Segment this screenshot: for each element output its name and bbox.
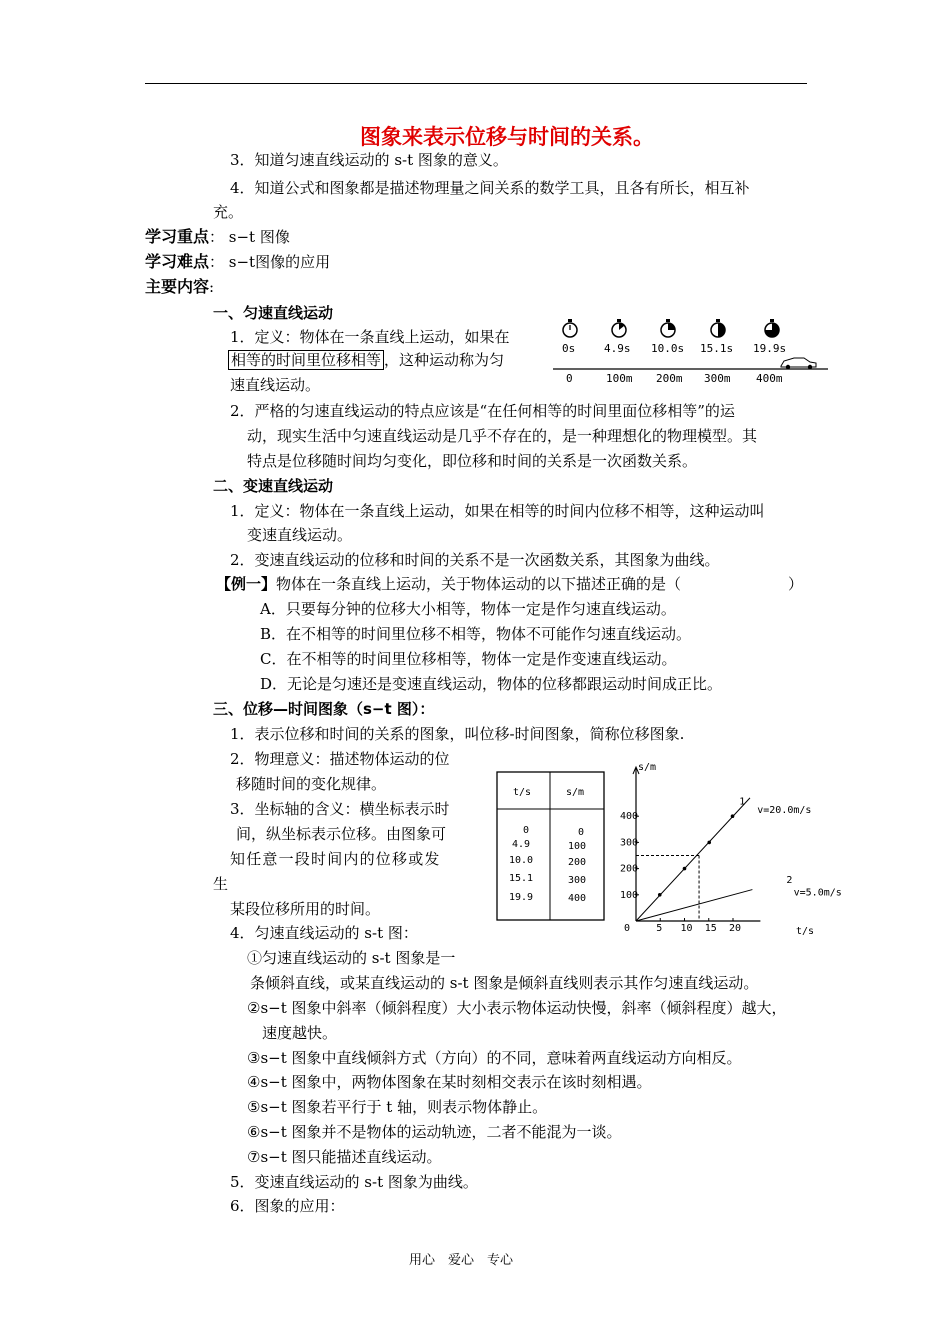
section3-p5: 5．变速直线运动的 s-t 图象为曲线。 xyxy=(230,1173,478,1191)
main-content-colon: : xyxy=(209,278,215,296)
section2-p1-line1: 1．定义：物体在一条直线上运动，如果在相等的时间内位移不相等，这种运动叫 xyxy=(230,502,765,520)
series-line-2 xyxy=(636,890,752,921)
section3-p2-line1: 2．物理意义：描述物体运动的位 xyxy=(230,750,450,768)
data-table xyxy=(496,771,606,922)
section1-p2-line2: 动，现实生活中匀速直线运动是几乎不存在的，是一种理想化的物理模型。其 xyxy=(247,427,758,445)
section3-p3-line1: 3．坐标轴的含义：横坐标表示时 xyxy=(230,800,450,818)
section1-def-line2-rest: ，这种运动称为匀 xyxy=(384,351,505,369)
st-chart xyxy=(620,758,850,938)
goal-4-line1: 4．知道公式和图象都是描述物理量之间关系的数学工具，且各有所长，相互补 xyxy=(230,179,750,197)
table-header-t: t/s xyxy=(513,787,532,798)
example-stem xyxy=(216,575,681,593)
section3-item-1a: ①匀速直线运动的 s-t 图象是一 xyxy=(247,949,456,967)
series-1-annotation: v=20.0m/s xyxy=(757,805,812,817)
key-point-text: ： s−t 图像 xyxy=(209,228,290,246)
example-label: 【例一】 xyxy=(216,575,277,593)
section3-item-3: ③s−t 图象中直线倾斜方式（方向）的不同，意味着两直线运动方向相反。 xyxy=(247,1049,742,1067)
section3-heading: 三、位移—时间图象（s−t 图）： xyxy=(213,700,435,718)
series-2-annotation: v=5.0m/s xyxy=(793,887,842,899)
section1-p2-line1: 2．严格的匀速直线运动的特点应该是“在任何相等的时间里面位移相等”的运 xyxy=(230,402,735,420)
x-axis-label: t/s xyxy=(796,926,815,937)
x-tick-label: 15 xyxy=(704,923,717,934)
section2-p1-line2: 变速直线运动。 xyxy=(247,526,353,544)
distance-label: 400m xyxy=(756,372,783,385)
data-point xyxy=(658,893,662,897)
distance-label: 0 xyxy=(566,372,573,385)
table-cell: 100 xyxy=(568,841,587,852)
difficulty xyxy=(145,253,330,271)
x-tick-label: 5 xyxy=(656,923,663,934)
key-point xyxy=(145,228,290,246)
section2-heading: 二、变速直线运动 xyxy=(213,477,334,495)
example-option-c: C．在不相等的时间里位移相等，物体一定是作变速直线运动。 xyxy=(260,650,677,668)
table-cell: 19.9 xyxy=(509,892,534,903)
section3-p3-line4: 生 xyxy=(213,875,229,893)
section3-p6: 6．图象的应用： xyxy=(230,1197,345,1215)
section3-p4: 4．匀速直线运动的 s-t 图： xyxy=(230,924,418,942)
section3-item-1b: 条倾斜直线，或某直线运动的 s-t 图象是倾斜直线则表示其作匀速直线运动。 xyxy=(250,974,759,992)
section3-p1: 1．表示位移和时间的关系的图象，叫位移-时间图象，简称位移图象. xyxy=(230,725,685,743)
table-cell: 300 xyxy=(568,875,587,886)
main-content xyxy=(145,278,214,296)
timer-label: 0s xyxy=(562,342,576,355)
table-header-s: s/m xyxy=(566,787,585,798)
table-cell: 400 xyxy=(568,893,587,904)
x-tick-label: 0 xyxy=(624,923,631,934)
section1-def-line1: 1．定义：物体在一条直线上运动，如果在 xyxy=(230,328,510,346)
section3-item-6: ⑥s−t 图象并不是物体的运动轨迹，二者不能混为一谈。 xyxy=(247,1123,622,1141)
section1-def-line3: 速直线运动。 xyxy=(230,376,321,394)
header-rule xyxy=(145,83,807,84)
distance-label: 200m xyxy=(656,372,683,385)
data-point xyxy=(707,841,711,845)
example-option-b: B．在不相等的时间里位移不相等，物体不可能作匀速直线运动。 xyxy=(260,625,692,643)
distance-label: 100m xyxy=(606,372,633,385)
series-1-name: 1 xyxy=(739,796,746,808)
timer-label: 15.1s xyxy=(700,342,734,355)
table-cell: 10.0 xyxy=(509,855,534,866)
table-cell: 0 xyxy=(523,825,530,836)
difficulty-text: ： s−t图像的应用 xyxy=(209,253,331,271)
goal-4-line2: 充。 xyxy=(213,203,244,221)
table-cell: 15.1 xyxy=(509,873,534,884)
timer-label: 4.9s xyxy=(604,342,631,355)
section3-p3-line3: 知任意一段时间内的位移或发 xyxy=(230,850,441,868)
car-icon xyxy=(781,358,816,369)
data-point xyxy=(731,814,735,818)
goal-3: 3．知道匀速直线运动的 s-t 图象的意义。 xyxy=(230,151,508,169)
stopwatch-icon xyxy=(612,319,626,337)
series-2-name: 2 xyxy=(786,875,793,887)
section3-item-5: ⑤s−t 图象若平行于 t 轴，则表示物体静止。 xyxy=(247,1098,548,1116)
x-tick-label: 10 xyxy=(680,923,693,934)
stopwatch-icon xyxy=(661,319,675,337)
stopwatch-icon xyxy=(563,319,577,337)
section1-heading: 一、匀速直线运动 xyxy=(213,304,334,322)
section3-item-2b: 速度越快。 xyxy=(262,1024,338,1042)
x-tick-label: 20 xyxy=(729,923,742,934)
stopwatch-icon xyxy=(711,319,725,337)
table-cell: 4.9 xyxy=(512,839,531,850)
y-tick-label: 400 xyxy=(620,811,639,823)
table-cell: 0 xyxy=(578,827,585,838)
boxed-phrase: 相等的时间里位移相等 xyxy=(228,350,384,370)
section3-p3-line2: 间，纵坐标表示位移。由图象可 xyxy=(236,825,447,843)
data-point xyxy=(683,867,687,871)
page-title: 图象来表示位移与时间的关系。 xyxy=(360,125,654,149)
key-point-label: 学习重点 xyxy=(145,227,210,246)
example-option-a: A．只要每分钟的位移大小相等，物体一定是作匀速直线运动。 xyxy=(260,600,676,618)
timer-label: 10.0s xyxy=(651,342,685,355)
section3-item-2a: ②s−t 图象中斜率（倾斜程度）大小表示物体运动快慢，斜率（倾斜程度）越大， xyxy=(247,999,787,1017)
table-cell: 200 xyxy=(568,857,587,868)
y-tick-label: 200 xyxy=(620,863,639,875)
section1-def-line2 xyxy=(228,351,504,369)
main-content-label: 主要内容 xyxy=(145,277,210,296)
example-question: 物体在一条直线上运动，关于物体运动的以下描述正确的是（ xyxy=(276,575,682,593)
section3-item-7: ⑦s−t 图只能描述直线运动。 xyxy=(247,1148,442,1166)
section1-p2-line3: 特点是位移随时间均匀变化，即位移和时间的关系是一次函数关系。 xyxy=(247,452,698,470)
example-option-d: D．无论是匀速还是变速直线运动，物体的位移都跟运动时间成正比。 xyxy=(260,675,723,693)
difficulty-label: 学习难点 xyxy=(145,252,210,271)
y-tick-label: 100 xyxy=(620,889,639,901)
distance-label: 300m xyxy=(704,372,731,385)
example-close-paren: ） xyxy=(788,575,804,593)
footer: 用心 爱心 专心 xyxy=(409,1253,514,1268)
stopwatch-icon xyxy=(765,319,779,337)
section2-p2: 2．变速直线运动的位移和时间的关系不是一次函数关系，其图象为曲线。 xyxy=(230,551,720,569)
uniform-motion-illustration xyxy=(548,316,832,386)
section3-p2-line2: 移随时间的变化规律。 xyxy=(236,775,387,793)
y-axis-label: s/m xyxy=(638,762,657,773)
timer-label: 19.9s xyxy=(753,342,787,355)
section3-item-4: ④s−t 图象中，两物体图象在某时刻相交表示在该时刻相遇。 xyxy=(247,1073,652,1091)
y-tick-label: 300 xyxy=(620,837,639,849)
section3-p3-line5: 某段位移所用的时间。 xyxy=(230,900,381,918)
